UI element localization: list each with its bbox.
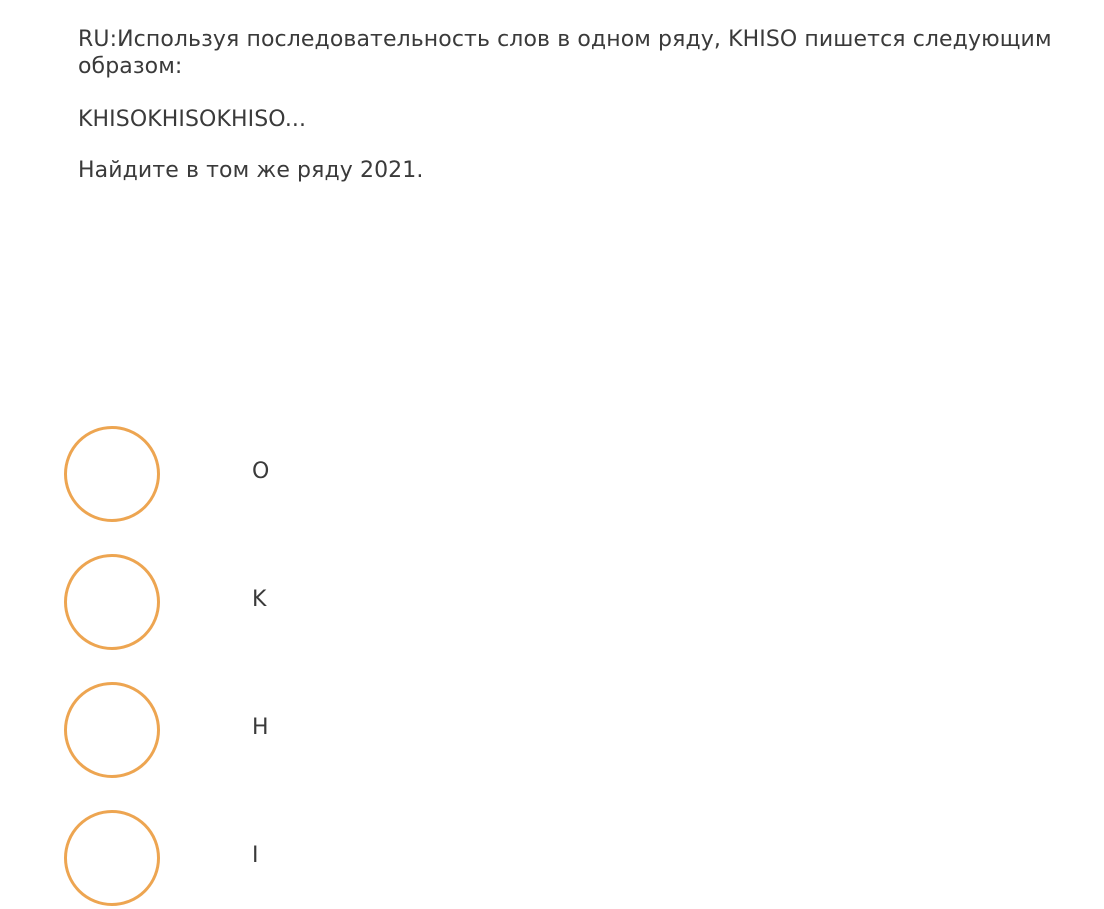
question-prompt: RU:Используя последовательность слов в одном ряду, KHISO пишется следующим образом:: [78, 27, 1052, 79]
radio-button[interactable]: [64, 682, 160, 778]
option-label: O: [252, 459, 270, 484]
option-o[interactable]: [64, 426, 764, 522]
question-block: [78, 26, 1088, 208]
radio-button[interactable]: [64, 426, 160, 522]
option-label: H: [252, 715, 269, 740]
radio-button[interactable]: [64, 810, 160, 906]
option-label: I: [252, 843, 259, 868]
option-h[interactable]: [64, 682, 764, 778]
question-task: Найдите в том же ряду 2021.: [78, 158, 424, 183]
radio-button[interactable]: [64, 554, 160, 650]
option-label: K: [252, 587, 267, 612]
option-i[interactable]: [64, 810, 764, 906]
option-k[interactable]: [64, 554, 764, 650]
question-sequence: KHISOKHISOKHISO...: [78, 107, 307, 132]
